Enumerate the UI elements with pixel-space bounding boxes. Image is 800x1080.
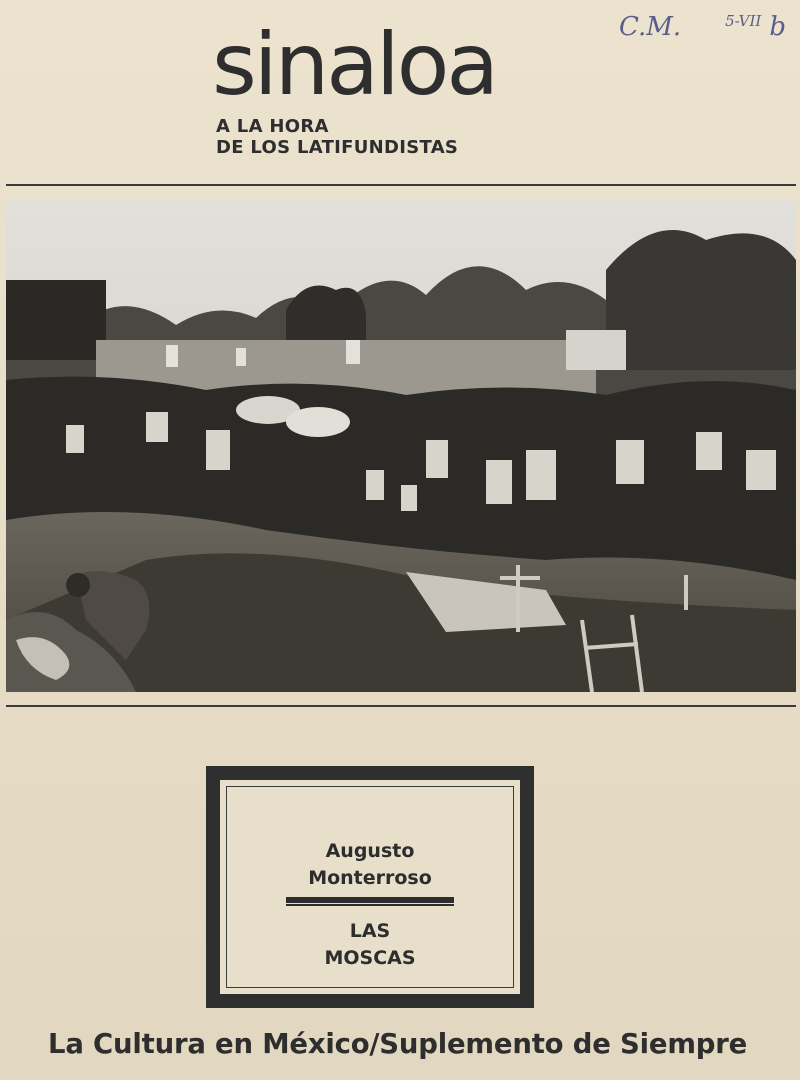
annotation-code: 5-VII [725, 12, 762, 30]
footer-publication-line: La Cultura en México/Suplemento de Siempre [48, 1028, 748, 1060]
author-title-box-inner [220, 780, 520, 994]
funeral-crowd-photo [6, 200, 796, 692]
top-rule [6, 184, 796, 186]
author-title-box [206, 766, 534, 1008]
annotation-letter: b [769, 12, 786, 42]
cover-photo [6, 200, 796, 692]
bottom-rule [6, 705, 796, 707]
author-last-name: Monterroso [308, 867, 432, 889]
work-title [220, 918, 520, 972]
handwritten-annotation [619, 12, 786, 42]
work-title-line-1: LAS [349, 920, 391, 942]
masthead-title: sinaloa [212, 15, 497, 115]
box-divider [286, 897, 454, 904]
work-title-line-2: MOSCAS [324, 947, 416, 969]
masthead-subtitle [216, 116, 458, 158]
author-first-name: Augusto [325, 840, 415, 862]
subtitle-line-1: A LA HORA [216, 116, 329, 137]
subtitle-line-2: DE LOS LATIFUNDISTAS [216, 137, 459, 158]
annotation-initials: C.M. [619, 12, 682, 42]
author-name [220, 838, 520, 892]
